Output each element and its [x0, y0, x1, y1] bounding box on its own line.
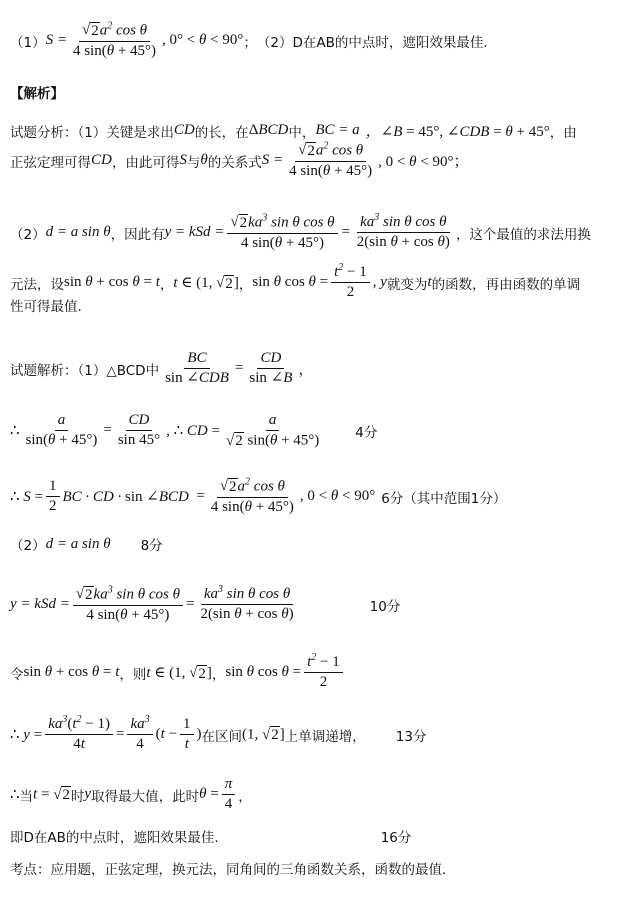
- analysis-line-4: 元法，设 sin θ + cos θ = t ， t ∈ (1, √ 2 ] ， sin θ cos θ = $\frac{t^2 - 1}{2}$ , y 就变为 t 的函数，再由函数的单调: [10, 262, 581, 301]
- solution-line-6: 令 sin θ + cos θ = t ，则 t ∈ (1, √ 2 ] ， sin θ cos θ = $\frac{t^2 - 1}{2}$: [10, 654, 346, 692]
- jiexi-heading: 【解析】: [10, 86, 64, 102]
- score-4: 4分: [355, 424, 378, 441]
- fraction: √ 2 $a^2$ cos θ 4 sin(θ + 45°): [72, 20, 157, 59]
- solution-line-9: 即D在AB的中点时，遮阳效果最佳. 16分: [10, 826, 411, 846]
- analysis-line-3: （2） d = a sin θ ，因此有 y = kSd = √ 2 $ka^3$ sin θ cos θ 4 sin(θ + 45°) = $\frac{ka^3 \sin \theta \cos \theta}{\text{2(sin θ + cos θ)}}$ ，这个最值的求法用换: [10, 212, 591, 251]
- solution-line-7: ∴ y = $\frac{ka^3(t^2 - 1)}{4t}$ = $\frac{ka^3}{4}$ (t − $\frac{1}{t}$ ) 在区间 (1, √ 2 ] 上单调递增， 13分: [10, 714, 427, 753]
- formula-s: S =: [45, 32, 67, 49]
- answer-label-1: （1）: [10, 34, 46, 51]
- analysis-line-5: 性可得最值.: [10, 299, 82, 315]
- score-10: 10分: [369, 598, 401, 615]
- score-6: 6分（其中范围1分）: [381, 490, 507, 507]
- answer-conclusion: D在AB的中点时，遮阳效果最佳.: [292, 34, 488, 51]
- solution-line-8: ∴ 当 t = √ 2 时 y 取得最大值，此时 θ = $\frac{\pi}{4}$ ，: [10, 776, 252, 813]
- kaodian-line: 考点：应用题，正弦定理，换元法，同角间的三角函数关系，函数的最值.: [10, 862, 447, 878]
- answer-line: （1） S = √ 2 $a^2$ cos θ 4 sin(θ + 45°) , 0° < θ < 90° ； （2） D在AB的中点时，遮阳效果最佳.: [10, 20, 488, 59]
- analysis-line-2: 正弦定理可得 CD ，由此可得 S 与 θ 的关系式 S = √ 2 $a^2$ cos θ 4 sin(θ + 45°) , 0 < θ < 90°；: [10, 140, 469, 179]
- analysis-line-1: 试题分析：（1）关键是求出 CD 的长，在 ΔBCD 中， BC = a ，∠B = 45°, ∠CDB = θ + 45° ，由: [10, 122, 577, 141]
- score-16: 16分: [380, 830, 412, 846]
- score-13: 13分: [395, 728, 427, 745]
- solution-line-4: （2） d = a sin θ 8分: [10, 535, 163, 554]
- solution-line-1: 试题解析：（1）△BCD中 $\frac{BC}{\text{sin ∠CDB}}$ = $\frac{CD}{\sin \angle B}$ ，: [10, 350, 314, 387]
- solution-line-3: ∴ S = $\frac{1}{2}$ BC · CD · sin ∠BCD = √ 2 $a^2$ cos θ 4 sin(θ + 45°) , 0 < θ < 90° 6分（其中范围1分）: [10, 476, 507, 515]
- solution-line-5: y = kSd = √ 2 $ka^3$ sin θ cos θ 4 sin(θ + 45°) = $\frac{ka^3 \sin \theta \cos \theta}{\text{2(sin θ + cos θ)}}$ 10分: [10, 584, 401, 623]
- solution-line-2: ∴ $\frac{a}{\sin(\theta + 45^\circ)}$ = $\frac{CD}{\sin 45^\circ}$ , ∴ CD = a √ 2 sin(θ + 45°) 4分: [10, 412, 378, 450]
- score-8: 8分: [140, 538, 163, 554]
